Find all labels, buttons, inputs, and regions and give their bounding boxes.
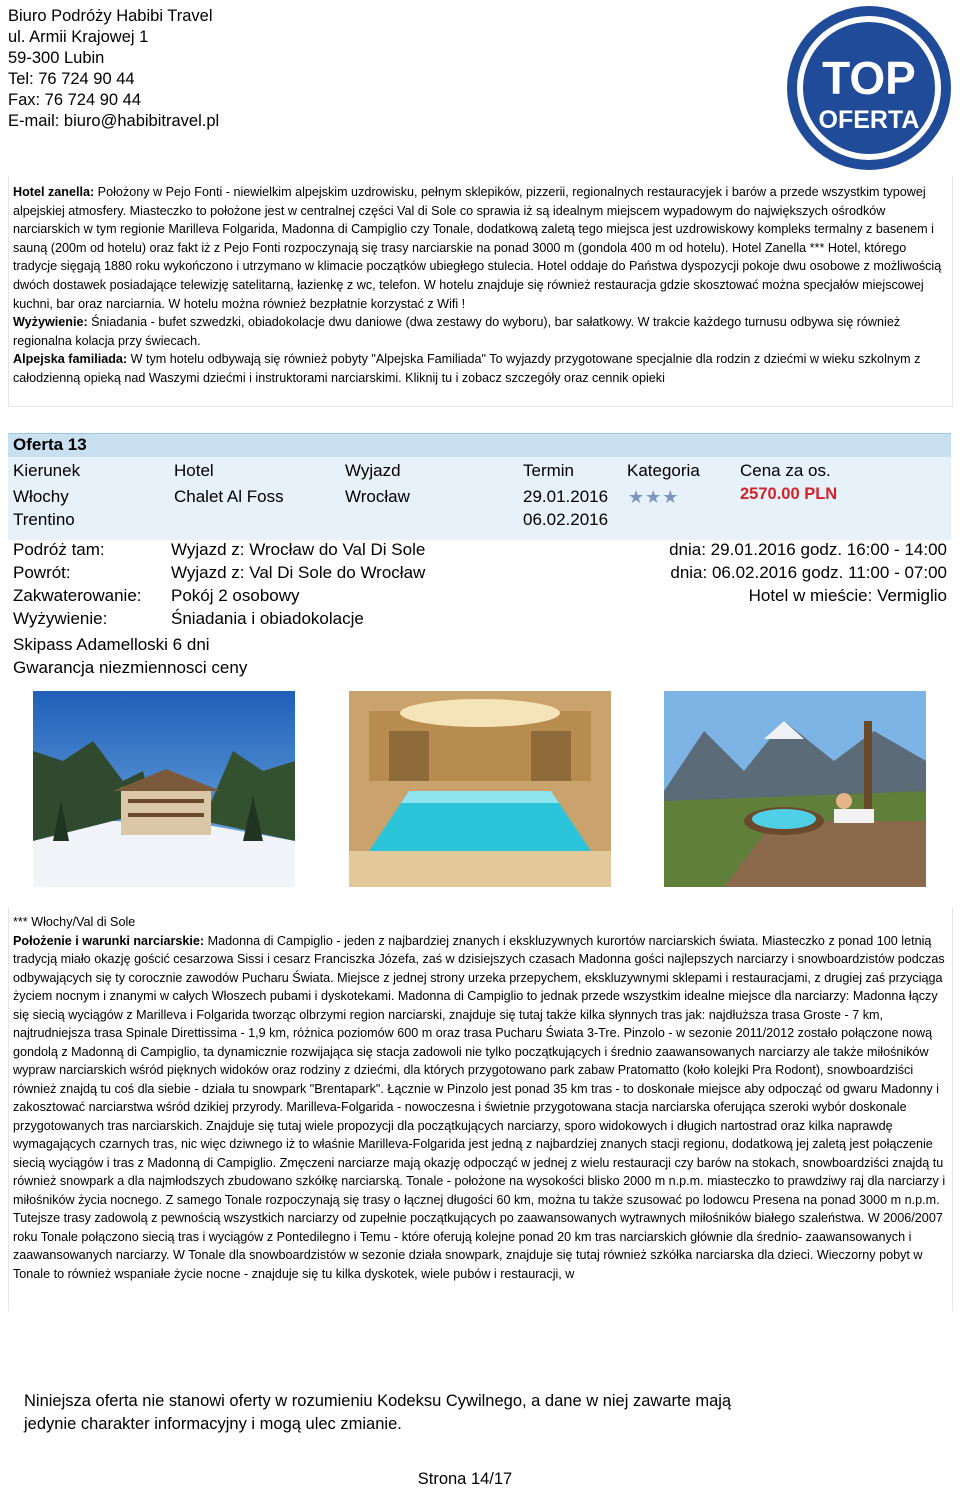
familiada-text[interactable]: W tym hotelu odbywają się również pobyty "Alpejska Familiada" To wyjazdy przygotowane specjalnie dla rodzin z dziećmi w wieku szkolnym z całodzienną opieką nad Waszymi dziećmi i instruktorami narciarskimi. Kliknij tu i zobacz szczegóły oraz cennik opieki (13, 352, 921, 385)
wyzywienie-value: Śniadania i obiadokolacje (171, 609, 364, 628)
col-cena: Cena za os. (740, 461, 831, 480)
meal-text: Śniadania - bufet szwedzki, obiadokolacje dwu daniowe (dwa zestawy do wyboru), bar sałatkowy. W trakcie każdego turnusu odbywa się również regionalna kolacja przy świecach. (13, 315, 901, 348)
region-description (13, 913, 953, 1283)
hot-tub-photo (664, 691, 926, 887)
pool-photo (349, 691, 611, 887)
col-kierunek: Kierunek (13, 461, 81, 480)
wyzywienie-label: Wyżywienie: (13, 609, 108, 628)
podroz-label: Podróż tam: (13, 540, 105, 559)
offer-hotel: Chalet Al Foss (174, 487, 284, 506)
hotel-exterior-photo (33, 691, 295, 887)
podroz-value: Wyjazd z: Wrocław do Val Di Sole (171, 540, 426, 559)
zakwaterowanie-value: Pokój 2 osobowy (171, 586, 300, 605)
offer-price: 2570.00 PLN (740, 485, 838, 503)
hotel-description (13, 183, 951, 388)
badge-oferta-text: OFERTA (818, 106, 920, 134)
powrot-value: Wyjazd z: Val Di Sole do Wrocław (171, 563, 426, 582)
agency-fax: Fax: 76 724 90 44 (8, 91, 142, 109)
region-label: Położenie i warunki narciarskie: (13, 933, 205, 948)
offer-date-from: 29.01.2016 (523, 487, 609, 506)
col-termin: Termin (523, 461, 575, 480)
hotel-label: Hotel zanella: (13, 185, 95, 199)
agency-street: ul. Armii Krajowej 1 (8, 28, 149, 46)
offer-title: Oferta 13 (13, 435, 87, 454)
region-text: Madonna di Campiglio - jeden z najbardziej znanych i ekskluzywnych kurortów narciarskich świata. Miasteczko z ponad 100 letnią tradycją miało okazję gościć cesarzowa Sissi i cesarz Franciszka Józefa, zaś w dzisiejszych czasach Madonna gości najlepszych narciarzy i snowboardzistów podczas odbywających się ty corocznie zawodów Pucharu Świata. Miejsce z jednej strony urzeka przepychem, ekskluzywnymi sklepami i restauracjami, z drugiej zaś przyciąga życiem nocnym i znanymi w całych Włoszech pubami i dyskotekami. Madonna di Campiglio to jednak przede wszystkim idealne miejsce dla narciarzy: Madonna łączy się siecią wyciągów z Marilleva i Folgarida tworząc olbrzymi region narciarski, znajduje się tutaj także kilka słynnych tras jak: najdłuższa trasa Groste - 7 km, najtrudniejsza trasa Spinale Direttissima - 1,9 km, różnica poziomów 600 m oraz trasa Pucharu Świata 3-Tre. Pinzolo - w sezonie 2011/2012 zostało połączone nową gondolą z Madonną di Campiglio, ta dynamicznie rozwijająca się stacja zadowoli nie tylko początkujących i średnio zaawansowanych narciarzy ale także miłośników wypraw narciarskich wśród pięknych widoków oraz rodziny z dziećmi, dla których przygotowano park zabaw Pratomatto (koło kolejki Pra Rodont), snowboardziści również znajdą tu coś dla siebie - działa tu snowpark "Brentapark". Łącznie w Pinzolo jest ponad 35 km tras - to doskonałe miejsce aby odpocząć od gwaru Madonny i zakosztować narciarstwa wśród dzikiej przyrody. Marilleva-Folgarida - nowoczesna i świetnie przygotowana stacja narciarska oferująca szeroki wybór doskonale przygotowanych tras narciarskich. Znajduje się tutaj wiele propozycji dla początkujących narciarzy, sporo widokowych i długich nartostrad oraz kilka naprawdę wymagających czarnych tras, nic więc dziwnego iż to właśnie Marilleva-Folgarida jest jedną z najbardziej znanych stacji regionu, dodatkową jej zaletą jest połączenie siecią wyciągów i tras z Madonną di Campiglio. Zmęczeni narciarze mają okazję odpocząć w jednej z wielu restauracji czy barów na stokach, snowboardziści znajdą tu również snowpark a dla najmłodszych zbudowano szkółkę narciarską. Tonale - położone na wysokości blisko 2000 m n.p.m. miasteczko to prawdziwy raj dla narciarzy i miłośników życia nocnego. Z samego Tonale rozpoczynają się trasy o łącznej długości 60 km, można tu także szusować po lodowcu Presena na ponad 3000 m n.p.m. Tutejsze trasy zadowolą z pewnością wszystkich narciarzy od zupełnie początkujących po zaawansowanych wytrawnych miłośników białego szaleństwa. W 2006/2007 roku Tonale połączono siecią tras i wyciągów z Pontedilegno i Temu - które oferują kolejne ponad 20 km tras narciarskich głównie dla średnio- zaawansowanych i zaawansowanych narciarzy. W Tonale dla snowboardzistów w sezonie działa snowpark, znajduje się tutaj również szkółka narciarska dla dzieci. Wieczorny pobyt w Tonale to również wspaniałe życie nocne - znajduje się tu kilka dyskotek, wiele pubów i restauracji, w (13, 933, 946, 1281)
familiada-label: Alpejska familiada: (13, 352, 128, 367)
agency-email[interactable]: E-mail: biuro@habibitravel.pl (8, 112, 220, 130)
col-kategoria: Kategoria (627, 461, 700, 480)
zakwaterowanie-label: Zakwaterowanie: (13, 586, 142, 605)
badge-top-text: TOP (822, 52, 916, 104)
offer-country: Włochy (13, 487, 69, 506)
region-heading: *** Włochy/Val di Sole (13, 915, 136, 929)
offer-region: Trentino (13, 510, 75, 529)
offer-departure: Wrocław (345, 487, 410, 506)
agency-city: 59-300 Lubin (8, 49, 105, 67)
powrot-label: Powrót: (13, 563, 71, 582)
hotel-town: Hotel w mieście: Vermiglio (748, 586, 947, 605)
offer-date-to: 06.02.2016 (523, 510, 609, 529)
extra-guarantee: Gwarancja niezmiennosci ceny (13, 658, 248, 677)
podroz-date: dnia: 29.01.2016 godz. 16:00 - 14:00 (669, 540, 947, 559)
agency-address (8, 6, 219, 132)
extra-skipass: Skipass Adamelloski 6 dni (13, 635, 210, 654)
meal-label: Wyżywienie: (13, 315, 88, 330)
col-hotel: Hotel (174, 461, 214, 480)
top-oferta-badge (785, 4, 953, 172)
powrot-date: dnia: 06.02.2016 godz. 11:00 - 07:00 (670, 563, 947, 582)
offer-header (8, 433, 951, 458)
star-rating-icon: ★★★ (628, 487, 680, 507)
col-wyjazd: Wyjazd (345, 461, 401, 480)
hotel-text: Położony w Pejo Fonti - niewielkim alpejskim uzdrowisku, pełnym sklepików, pizzerii, regionalnych restauracyjek i barów a przede wszystkim typowej alpejskiej atmosfery. Miasteczko to położone jest w centralnej części Val di Sole co sprawia iż są idealnym miejscem wypadowym do największych ośrodków narciarskich w tym regionie Marilleva Folgarida, Madonna di Campiglio czy Tonale, dodatkową zaletą tego miejsca jest uzdrowiskowy kompleks termalny z basenem i sauną (200m od hotelu) oraz fakt iż z Pejo Fonti rozpoczynają się trasy narciarskie na ponad 3000 m (gondola 400 m od hotelu). Hotel Zanella *** Hotel, którego tradycje sięgają 1880 roku wykończono i utrzymano w klimacie początków ubiegłego stulecia. Hotel oddaje do Państwa dyspozycji pokoje dwu osobowe z możliwością dwóch dostawek posiadające telewizję satelitarną, łazienkę z wc, telefon. W hotelu znajduje się również restauracja gdzie skosztować można specjałów miejscowej kuchni, bar oraz narciarnia. W hotelu można również bezpłatnie korzystać z Wifi ! (13, 185, 942, 311)
agency-name: Biuro Podróży Habibi Travel (8, 7, 213, 25)
page-number: Strona 14/17 (417, 1470, 513, 1488)
agency-phone: Tel: 76 724 90 44 (8, 70, 135, 88)
disclaimer: Niniejsza oferta nie stanowi oferty w rozumieniu Kodeksu Cywilnego, a dane w niej zawarte mają jedynie charakter informacyjny i mogą ulec zmianie. (24, 1392, 732, 1433)
